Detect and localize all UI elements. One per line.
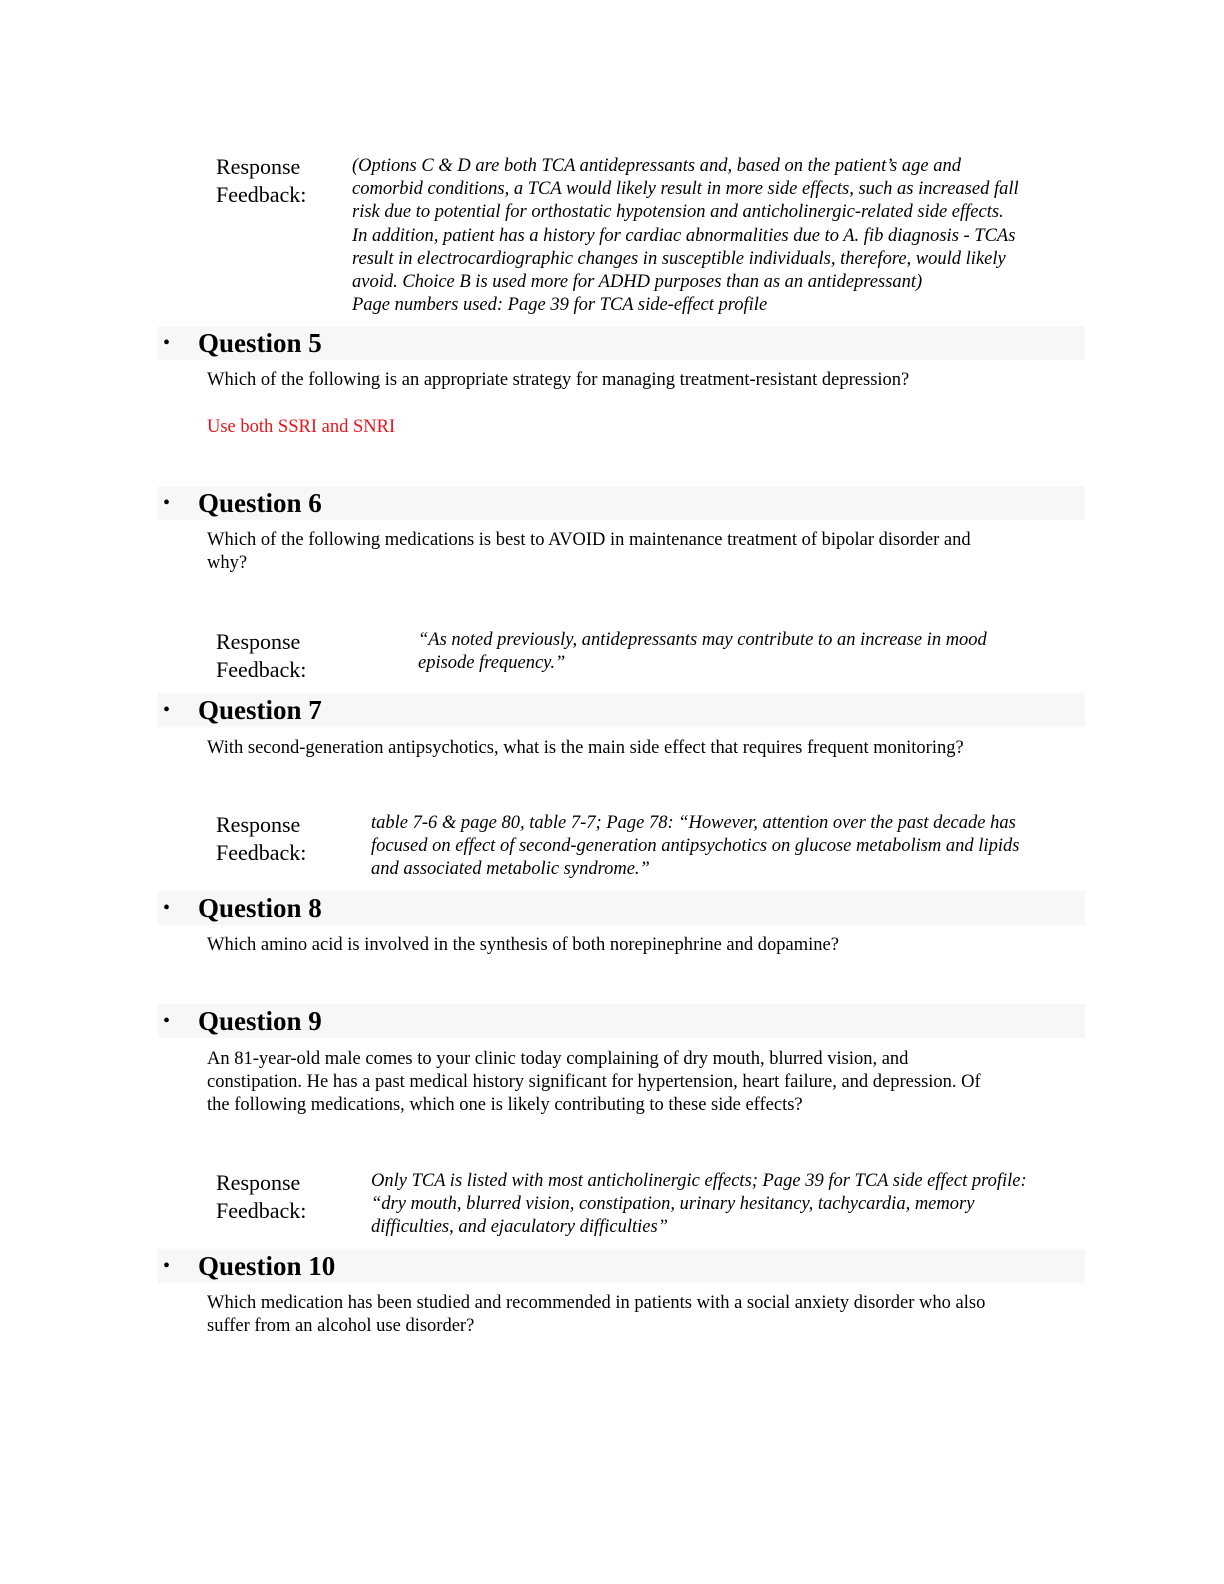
feedback-line: episode frequency.” bbox=[418, 653, 566, 674]
response-feedback-text bbox=[371, 1170, 1027, 1240]
question-text bbox=[207, 934, 839, 957]
question-line: An 81-year-old male comes to your clinic today complaining of dry mouth, blurred vision, and bbox=[207, 1049, 909, 1069]
feedback-line: result in electrocardiographic changes in susceptible individuals, therefore, would likely bbox=[352, 248, 1006, 269]
feedback-line: comorbid conditions, a TCA would likely result in more side effects, such as increased fall bbox=[352, 179, 1019, 200]
bullet-icon: • bbox=[163, 1255, 171, 1277]
feedback-line: table 7-6 & page 80, table 7-7; Page 78: “However, attention over the past decade has bbox=[371, 813, 1016, 833]
feedback-line: difficulties, and ejaculatory difficulties” bbox=[371, 1217, 668, 1238]
question-title: Question 7 bbox=[198, 695, 322, 725]
bullet-icon: • bbox=[163, 492, 171, 514]
feedback-line: (Options C & D are both TCA antidepressants and, based on the patient’s age and bbox=[352, 156, 961, 176]
response-feedback-text bbox=[418, 629, 987, 675]
question-line: Which of the following is an appropriate strategy for managing treatment-resistant depression? bbox=[207, 370, 910, 390]
question-text bbox=[207, 1048, 981, 1118]
feedback-line: focused on effect of second-generation antipsychotics on glucose metabolism and lipids bbox=[371, 836, 1020, 857]
feedback-line: and associated metabolic syndrome.” bbox=[371, 859, 650, 880]
bullet-icon: • bbox=[163, 332, 171, 354]
response-feedback-text bbox=[371, 812, 1019, 882]
question-text bbox=[207, 529, 971, 575]
response-feedback-label bbox=[216, 628, 306, 684]
question-title: Question 10 bbox=[198, 1251, 336, 1281]
feedback-line: avoid. Choice B is used more for ADHD purposes than as an antidepressant) bbox=[352, 272, 923, 293]
label-line: Response bbox=[216, 629, 301, 654]
question-line: With second-generation antipsychotics, what is the main side effect that requires frequent monitoring? bbox=[207, 738, 964, 758]
question-line: why? bbox=[207, 553, 248, 574]
label-line: Feedback: bbox=[216, 1198, 307, 1223]
response-feedback-label bbox=[216, 153, 306, 209]
label-line: Response bbox=[216, 812, 301, 837]
label-line: Feedback: bbox=[216, 182, 307, 207]
bullet-icon: • bbox=[163, 699, 171, 721]
label-line: Feedback: bbox=[216, 657, 307, 682]
response-feedback-label bbox=[216, 811, 306, 867]
feedback-line: risk due to potential for orthostatic hypotension and anticholinergic-related side effects. bbox=[352, 202, 1004, 223]
label-line: Response bbox=[216, 154, 301, 179]
feedback-line: In addition, patient has a history for cardiac abnormalities due to A. fib diagnosis - TCAs bbox=[352, 225, 1016, 246]
question-line: constipation. He has a past medical history significant for hypertension, heart failure, and depression. Of bbox=[207, 1072, 981, 1093]
question-title: Question 6 bbox=[198, 488, 322, 518]
response-feedback-text bbox=[352, 155, 1019, 317]
question-line: Which medication has been studied and recommended in patients with a social anxiety disorder who also bbox=[207, 1293, 986, 1313]
question-line: Which amino acid is involved in the synthesis of both norepinephrine and dopamine? bbox=[207, 935, 839, 955]
bullet-icon: • bbox=[163, 1010, 171, 1032]
question-line: the following medications, which one is likely contributing to these side effects? bbox=[207, 1095, 803, 1116]
label-line: Feedback: bbox=[216, 840, 307, 865]
question-title: Question 8 bbox=[198, 893, 322, 923]
feedback-line: Page numbers used: Page 39 for TCA side-effect profile bbox=[352, 295, 768, 316]
label-line: Response bbox=[216, 1170, 301, 1195]
question-title: Question 9 bbox=[198, 1006, 322, 1036]
feedback-line: Only TCA is listed with most anticholinergic effects; Page 39 for TCA side effect profile: bbox=[371, 1171, 1027, 1191]
bullet-icon: • bbox=[163, 897, 171, 919]
question-line: Which of the following medications is best to AVOID in maintenance treatment of bipolar disorder and bbox=[207, 530, 971, 550]
question-line: suffer from an alcohol use disorder? bbox=[207, 1316, 475, 1337]
answer-text: Use both SSRI and SNRI bbox=[207, 417, 396, 437]
question-text bbox=[207, 737, 964, 760]
feedback-line: “dry mouth, blurred vision, constipation, urinary hesitancy, tachycardia, memory bbox=[371, 1194, 975, 1215]
question-text bbox=[207, 369, 909, 392]
feedback-line: “As noted previously, antidepressants may contribute to an increase in mood bbox=[418, 630, 987, 650]
question-text bbox=[207, 1292, 985, 1338]
question-title: Question 5 bbox=[198, 328, 322, 358]
response-feedback-label bbox=[216, 1169, 306, 1225]
